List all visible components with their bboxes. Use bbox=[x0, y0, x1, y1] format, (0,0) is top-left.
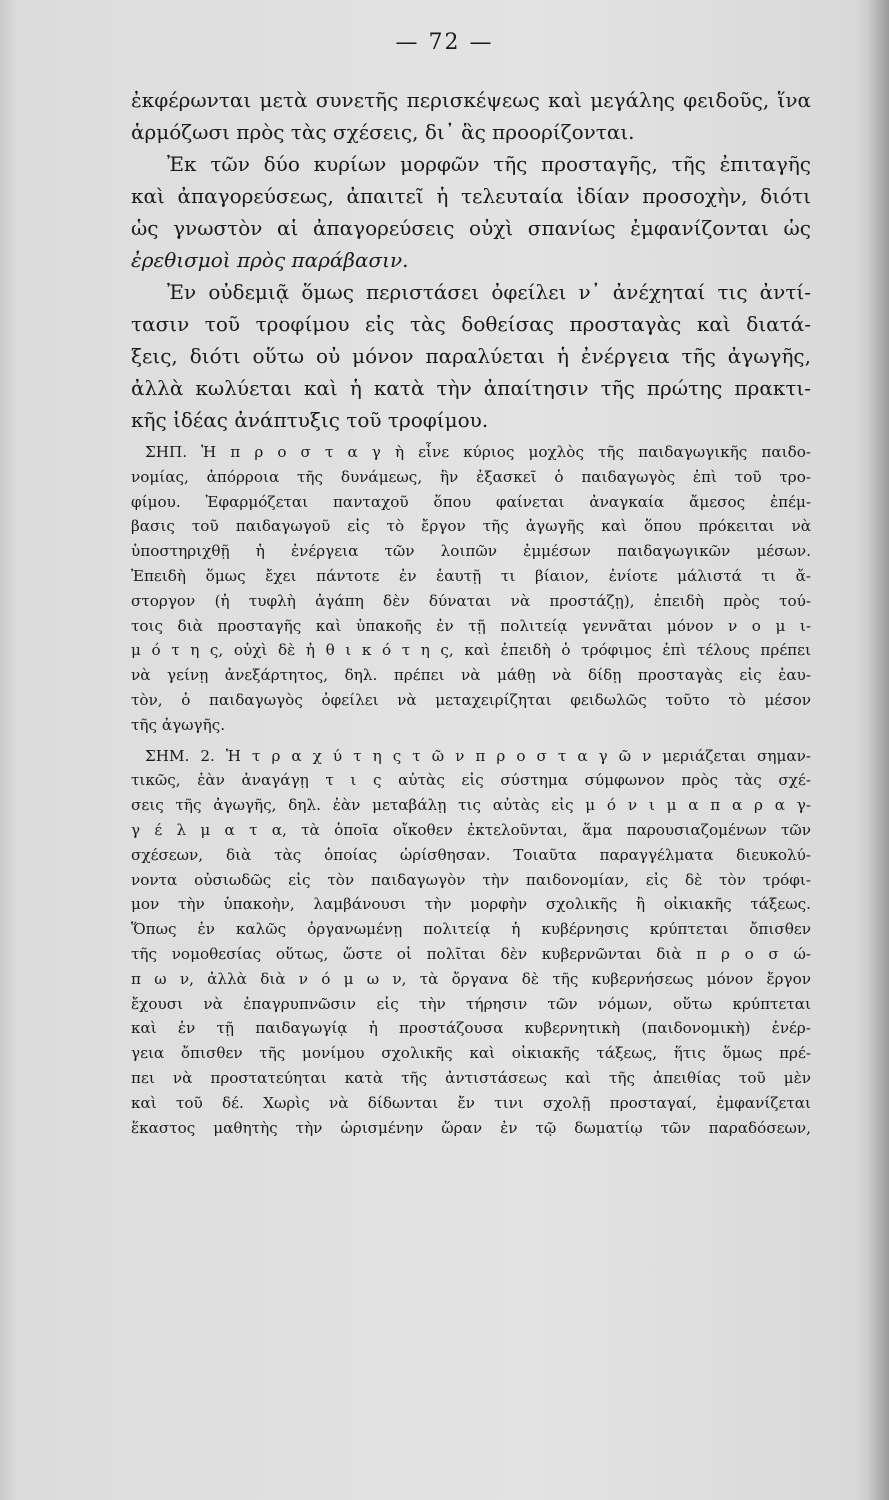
note-line: Ὅπως ἐν καλῶς ὀργανωμένῃ πολιτείᾳ ἡ κυβέρνησις κρύπτεται ὄπισθεν bbox=[131, 920, 811, 939]
note-line: ΣΗΠ. Ἡ π ρ ο σ τ α γ ὴ εἶνε κύριος μοχλὸς τῆς παιδαγωγικῆς παιδο- bbox=[145, 443, 811, 461]
paragraph-2 bbox=[131, 148, 811, 276]
note-line: Ἐπειδὴ ὅμως ἔχει πάντοτε ἐν ἑαυτῇ τι βίαιον, ἐνίοτε μάλιστά τι ἄ- bbox=[131, 566, 811, 585]
note-line: νοντα οὐσιωδῶς εἰς τὸν παιδαγωγὸν τὴν παιδονομίαν, εἰς δὲ τὸν τρόφι- bbox=[131, 870, 811, 889]
text-line: ξεις, διότι οὕτω οὐ μόνον παραλύεται ἡ ἐνέργεια τῆς ἀγωγῆς, bbox=[131, 344, 811, 368]
note-line: μον τὴν ὑπακοὴν, λαμβάνουσι τὴν μορφὴν σχολικῆς ἢ οἰκιακῆς τάξεως. bbox=[131, 895, 811, 914]
text-line: Ἐν οὐδεμιᾷ ὅμως περιστάσει ὀφείλει ν᾽ ἀνέχηταί τις ἀντί- bbox=[167, 280, 811, 304]
note-line: γ έ λ μ α τ α, τὰ ὁποῖα οἴκοθεν ἐκτελοῦνται, ἅμα παρουσιαζομένων τῶν bbox=[131, 820, 811, 839]
note-line: καὶ τοῦ δέ. Χωρὶς νὰ δίδωνται ἔν τινι σχολῇ προσταγαί, ἐμφανίζεται bbox=[131, 1093, 811, 1112]
note-line: τοις διὰ προσταγῆς καὶ ὑπακοῆς ἐν τῇ πολιτείᾳ γεννᾶται μόνον ν ο μ ι- bbox=[131, 616, 811, 635]
note-line: π ω ν, ἀλλὰ διὰ ν ό μ ω ν, τὰ ὄργανα δὲ τῆς κυβερνήσεως μόνον ἔργον bbox=[131, 969, 811, 988]
note-line: ἕκαστος μαθητὴς τὴν ὡρισμένην ὥραν ἐν τῷ δωματίῳ τῶν παραδόσεων, bbox=[131, 1118, 811, 1137]
note-line: σχέσεων, διὰ τὰς ὁποίας ὡρίσθησαν. Τοιαῦτα παραγγέλματα διευκολύ- bbox=[131, 845, 811, 864]
note-line: τῆς ἀγωγῆς. bbox=[131, 715, 226, 734]
note-line: καὶ ἐν τῇ παιδαγωγίᾳ ἡ προστάζουσα κυβερνητικὴ (παιδονομικὴ) ἐνέρ- bbox=[131, 1019, 811, 1038]
text-line: κῆς ἰδέας ἀνάπτυξις τοῦ τροφίμου. bbox=[131, 408, 489, 432]
note-line: νὰ γείνῃ ἀνεξάρτητος, δηλ. πρέπει νὰ μάθῃ νὰ δίδῃ προσταγὰς εἰς ἑαυ- bbox=[131, 666, 811, 685]
paragraph-1 bbox=[131, 84, 811, 148]
note-line: ΣΗΜ. 2. Ἡ τ ρ α χ ύ τ η ς τ ῶ ν π ρ ο σ τ α γ ῶ ν μεριάζεται σημαν- bbox=[145, 746, 811, 765]
note-line: ἔχουσι νὰ ἐπαγρυπνῶσιν εἰς τὴν τήρησιν τῶν νόμων, οὕτω κρύπτεται bbox=[131, 994, 811, 1013]
page-edge-shadow bbox=[867, 0, 889, 1500]
note-line: βασις τοῦ παιδαγωγοῦ εἰς τὸ ἔργον τῆς ἀγωγῆς καὶ ὅπου πρόκειται νὰ bbox=[131, 517, 811, 536]
note-line: ὑποστηριχθῇ ἡ ἐνέργεια τῶν λοιπῶν ἐμμέσων παιδαγωγικῶν μέσων. bbox=[131, 542, 811, 561]
text-line: Ἐκ τῶν δύο κυρίων μορφῶν τῆς προσταγῆς, τῆς ἐπιταγῆς bbox=[167, 152, 811, 176]
note-line: τικῶς, ἐὰν ἀναγάγῃ τ ι ς αὐτὰς εἰς σύστημα σύμφωνον πρὸς τὰς σχέ- bbox=[131, 771, 811, 790]
note-line: στοργον (ἡ τυφλὴ ἀγάπη δὲν δύναται νὰ προστάζῃ), ἐπειδὴ πρὸς τού- bbox=[131, 591, 811, 610]
page-number: — 72 — bbox=[395, 30, 494, 55]
note-line: φίμου. Ἐφαρμόζεται πανταχοῦ ὅπου φαίνεται ἀναγκαία ἄμεσος ἐπέμ- bbox=[131, 492, 811, 511]
note-2 bbox=[131, 744, 811, 1141]
paragraph-3 bbox=[131, 276, 811, 436]
page-body bbox=[131, 84, 811, 1140]
note-line: τῆς νομοθεσίας οὕτως, ὥστε οἱ πολῖται δὲν κυβερνῶνται διὰ π ρ ο σ ώ- bbox=[131, 944, 811, 963]
note-line: γεια ὄπισθεν τῆς μονίμου σχολικῆς καὶ οἰκιακῆς τάξεως, ἥτις ὅμως πρέ- bbox=[131, 1044, 811, 1063]
note-line: σεις τῆς ἀγωγῆς, δηλ. ἐὰν μεταβάλῃ τις αὐτὰς εἰς μ ό ν ι μ α π α ρ α γ- bbox=[131, 796, 811, 815]
note-line: νομίας, ἀπόρροια τῆς δυνάμεως, ἣν ἐξασκεῖ ὁ παιδαγωγὸς ἐπὶ τοῦ τρο- bbox=[131, 467, 811, 486]
text-line: ὡς γνωστὸν αἱ ἀπαγορεύσεις οὐχὶ σπανίως ἐμφανίζονται ὡς bbox=[131, 216, 811, 240]
note-line: μ ό τ η ς, οὐχὶ δὲ ἠ θ ι κ ό τ η ς, καὶ ἐπειδὴ ὁ τρόφιμος ἐπὶ τέλους πρέπει bbox=[131, 641, 811, 660]
note-line: τὸν, ὁ παιδαγωγὸς ὀφείλει νὰ μεταχειρίζηται φειδωλῶς τοῦτο τὸ μέσον bbox=[131, 690, 811, 709]
text-line: τασιν τοῦ τροφίμου εἰς τὰς δοθείσας προσταγὰς καὶ διατά- bbox=[131, 312, 811, 336]
text-line: ἐκφέρωνται μετὰ συνετῆς περισκέψεως καὶ μεγάλης φειδοῦς, ἵνα bbox=[131, 88, 811, 112]
note-line: πει νὰ προστατεύηται κατὰ τῆς ἀντιστάσεως καὶ τῆς ἀπειθίας τοῦ μὲν bbox=[131, 1068, 811, 1087]
text-line: ἀλλὰ κωλύεται καὶ ἡ κατὰ τὴν ἀπαίτησιν τῆς πρώτης πρακτι- bbox=[131, 376, 811, 400]
text-line: καὶ ἀπαγορεύσεως, ἀπαιτεῖ ἡ τελευταία ἰδίαν προσοχὴν, διότι bbox=[131, 184, 811, 208]
note-1 bbox=[131, 440, 811, 738]
text-line: ἁρμόζωσι πρὸς τὰς σχέσεις, δι᾽ ἃς προορίζονται. bbox=[131, 120, 635, 144]
text-line: ἐρεθισμοὶ πρὸς παράβασιν. bbox=[131, 248, 409, 272]
